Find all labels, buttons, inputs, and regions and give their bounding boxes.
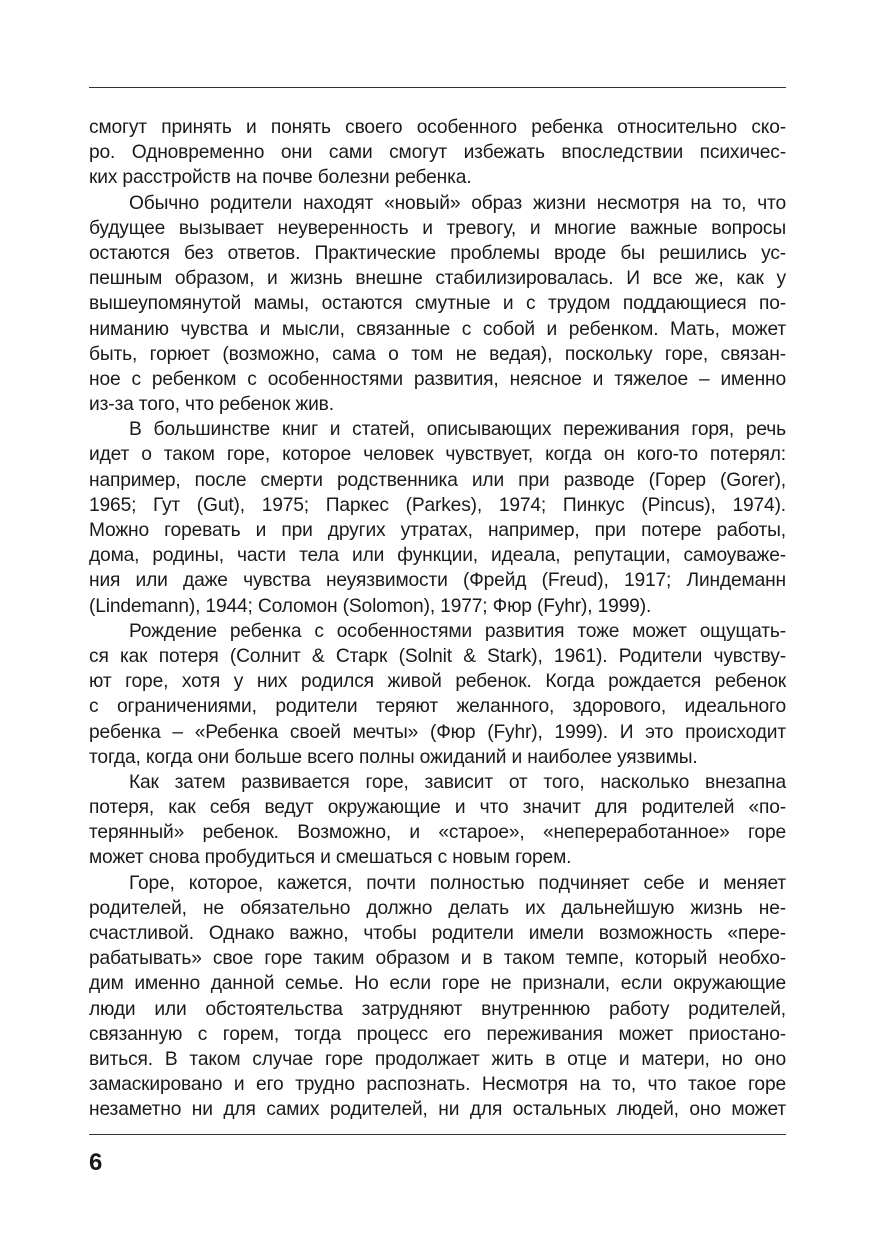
text-line: счастливой. Однако важно, чтобы родители имели возможность «пере- [89, 923, 786, 944]
text-line: может снова пробудиться и смешаться с новым горем. [89, 847, 572, 869]
text-line: связанную с горем, тогда процесс его переживания может приостано- [89, 1023, 786, 1045]
paragraph [89, 871, 786, 1123]
text-line: смогут принять и понять своего особенного ребенка относительно ско- [89, 117, 786, 138]
text-line: виться. В таком случае горе продолжает жить в отце и матери, но оно [89, 1048, 786, 1070]
text-line: люди или обстоятельства затрудняют внутреннюю работу родителей, [89, 998, 786, 1020]
page-number: 6 [89, 1149, 103, 1176]
text-line: будущее вызывает неуверенность и тревогу, и многие важные вопросы [89, 217, 786, 239]
text-line: ких расстройств на почве болезни ребенка. [89, 167, 472, 189]
paragraph [89, 115, 786, 191]
paragraph [89, 770, 786, 871]
text-line: ро. Одновременно они сами смогут избежать впоследствии психичес- [89, 142, 786, 164]
text-line: идет о таком горе, которое человек чувствует, когда он кого-то потерял: [89, 444, 786, 466]
text-line: терянный» ребенок. Возможно, и «старое», «непереработанное» горе [89, 822, 786, 844]
text-line: потеря, как себя ведут окружающие и что значит для родителей «по- [89, 797, 786, 819]
text-line: Горе, которое, кажется, почти полностью подчиняет себе и меняет [129, 872, 786, 894]
paragraph [89, 191, 786, 418]
text-line: Рождение ребенка с особенностями развития тоже может ощущать- [129, 620, 786, 642]
text-line: например, после смерти родственника или при разводе (Горер (Gorer), [89, 469, 786, 491]
text-line: рабатывать» свое горе таким образом и в таком темпе, который необхо- [89, 948, 786, 970]
text-line: В большинстве книг и статей, описывающих переживания горя, речь [129, 419, 786, 441]
text-line: быть, горюет (возможно, сама о том не ведая), поскольку горе, связан- [89, 343, 786, 365]
footer-rule [89, 1134, 786, 1135]
text-line: ребенка – «Ребенка своей мечты» (Фюр (Fyhr), 1999). И это происходит [89, 721, 786, 743]
text-line: ния или даже чувства неуязвимости (Фрейд (Freud), 1917; Линдеманн [89, 570, 786, 592]
text-line: пешным образом, и жизнь внешне стабилизировалась. И все же, как у [89, 268, 786, 290]
text-line: ся как потеря (Солнит & Старк (Solnit & Stark), 1961). Родители чувству- [89, 645, 786, 667]
text-line: Обычно родители находят «новый» образ жизни несмотря на то, что [129, 192, 786, 214]
text-line: дома, родины, части тела или функции, идеала, репутации, самоуваже- [89, 545, 786, 567]
text-line: дим именно данной семье. Но если горе не признали, если окружающие [89, 973, 786, 995]
text-line: остаются без ответов. Практические проблемы вроде бы решились ус- [89, 242, 786, 264]
text-line: (Lindemann), 1944; Соломон (Solomon), 1977; Фюр (Fyhr), 1999). [89, 595, 652, 617]
text-line: вышеупомянутой мамы, остаются смутные и с трудом поддающиеся по- [89, 293, 786, 315]
text-line: родителей, не обязательно должно делать их дальнейшую жизнь не- [89, 897, 786, 919]
text-line: тогда, когда они больше всего полны ожиданий и наиболее уязвимы. [89, 746, 698, 768]
text-line: ют горе, хотя у них родился живой ребенок. Когда рождается ребенок [89, 671, 786, 693]
text-line: Можно горевать и при других утратах, например, при потере работы, [89, 520, 786, 541]
text-line: незаметно ни для самих родителей, ни для остальных людей, оно может [89, 1099, 786, 1121]
paragraph [89, 619, 786, 770]
paragraph [89, 417, 786, 619]
text-line: ниманию чувства и мысли, связанные с собой и ребенком. Мать, может [89, 318, 786, 340]
text-line: с ограничениями, родители теряют желанного, здорового, идеального [89, 696, 786, 718]
text-line: Как затем развивается горе, зависит от того, насколько внезапна [129, 771, 786, 793]
text-line: 1965; Гут (Gut), 1975; Паркес (Parkes), 1974; Пинкус (Pincus), 1974). [89, 494, 786, 516]
text-line: ное с ребенком с особенностями развития, неясное и тяжелое – именно [89, 368, 786, 390]
body-text [89, 115, 786, 1123]
header-rule [89, 87, 786, 88]
text-line: замаскировано и его трудно распознать. Несмотря на то, что такое горе [89, 1074, 786, 1096]
text-line: из-за того, что ребенок жив. [89, 394, 334, 416]
